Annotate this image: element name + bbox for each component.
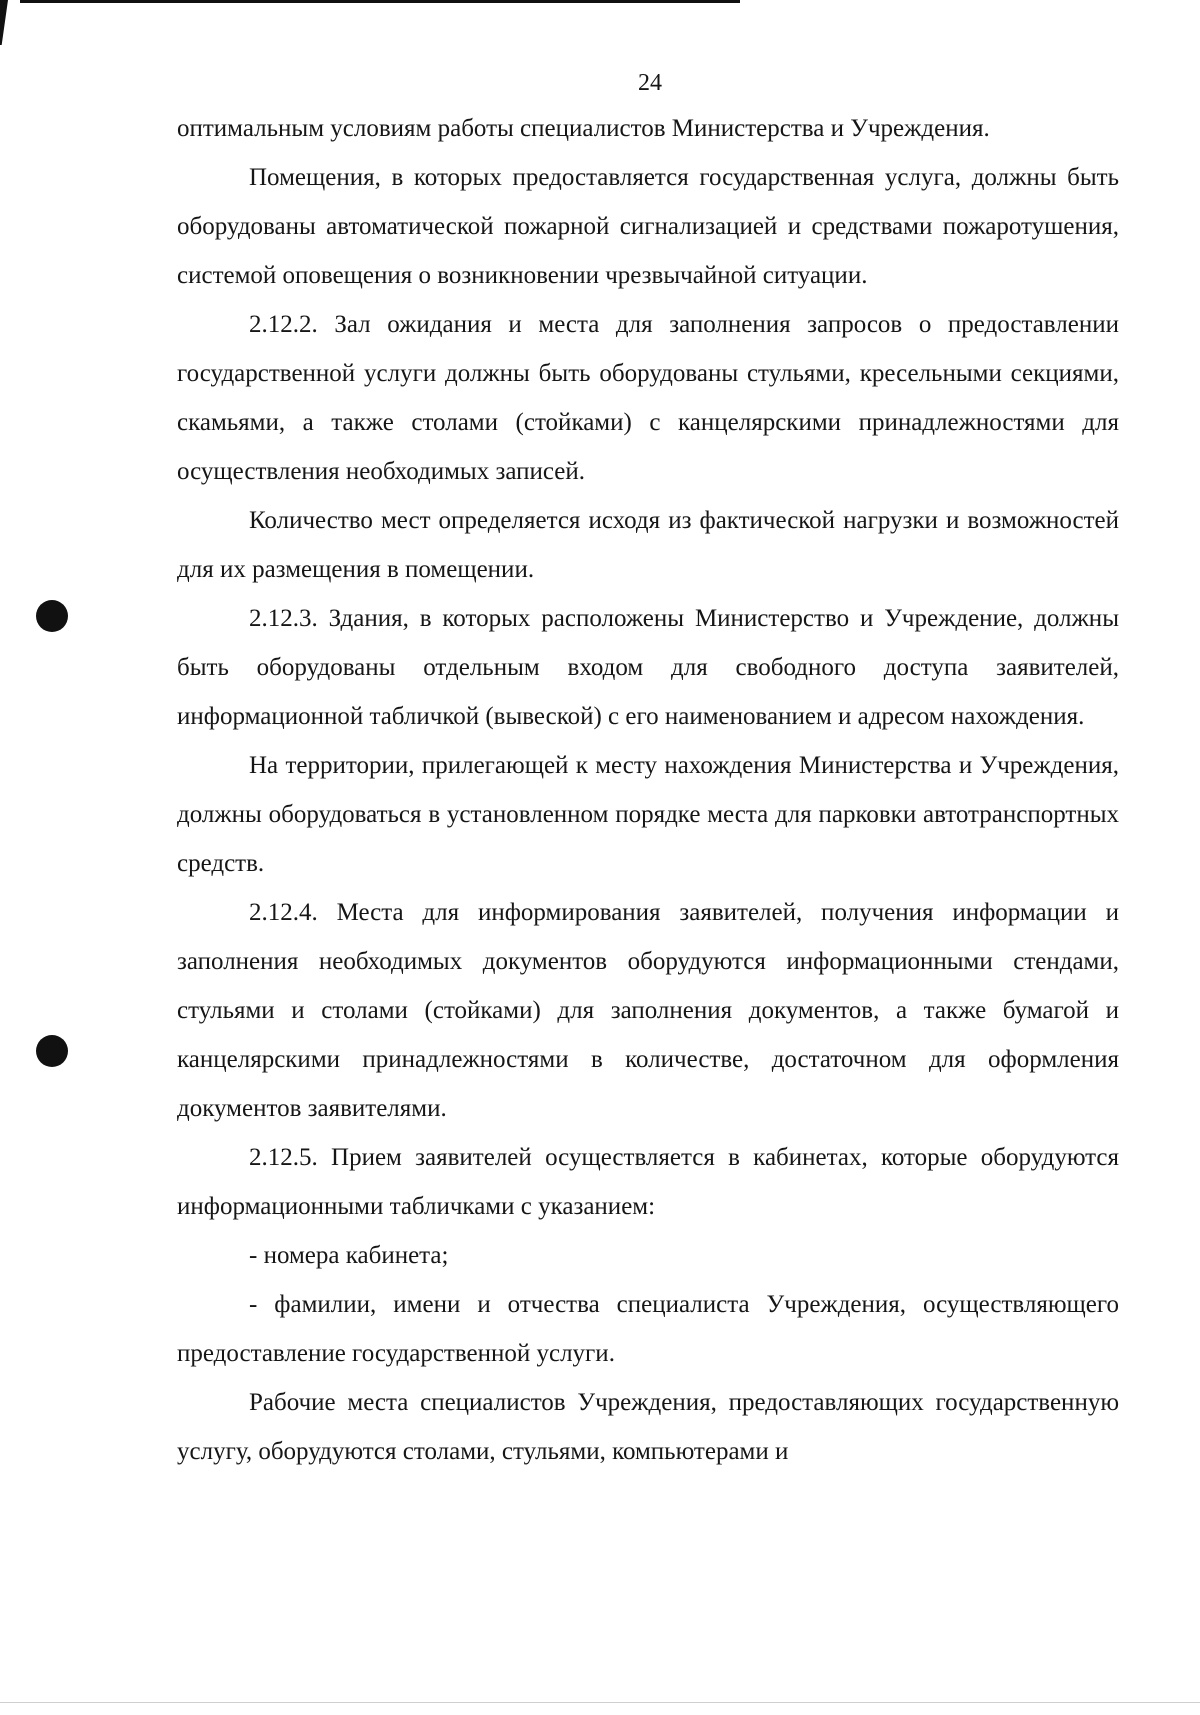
punch-hole xyxy=(36,600,68,632)
scan-edge-mark xyxy=(0,0,8,45)
paragraph: оптимальным условиям работы специалистов Министерства и Учреждения. xyxy=(177,115,990,142)
scan-bottom-border xyxy=(0,1702,1200,1703)
list-item: - фамилии, имени и отчества специалиста Учреждения, осуществляющего предоставление государственной услуги. xyxy=(177,1291,1119,1367)
punch-hole xyxy=(36,1035,68,1067)
paragraph: 2.12.4. Места для информирования заявителей, получения информации и заполнения необходимых документов оборудуются информационными стендами, стульями и столами (стойками) для заполнения документов, а также бумагой и канцелярскими принадлежностями в количестве, достаточном для оформления документов заявителями. xyxy=(177,899,1119,1122)
paragraph: На территории, прилегающей к месту нахождения Министерства и Учреждения, должны оборудоваться в установленном порядке места для парковки автотранспортных средств. xyxy=(177,752,1119,877)
list-item: - номера кабинета; xyxy=(249,1242,449,1269)
scan-top-border xyxy=(20,0,740,3)
document-body xyxy=(177,104,1119,1476)
paragraph: Рабочие места специалистов Учреждения, предоставляющих государственную услугу, оборудуются столами, стульями, компьютерами и xyxy=(177,1389,1119,1465)
paragraph: Помещения, в которых предоставляется государственная услуга, должны быть оборудованы автоматической пожарной сигнализацией и средствами пожаротушения, системой оповещения о возникновении чрезвычайной ситуации. xyxy=(177,164,1119,289)
paragraph: 2.12.2. Зал ожидания и места для заполнения запросов о предоставлении государственной услуги должны быть оборудованы стульями, кресельными секциями, скамьями, а также столами (стойками) с канцелярскими принадлежностями для осуществления необходимых записей. xyxy=(177,311,1119,485)
page-number: 24 xyxy=(638,70,662,96)
paragraph: 2.12.5. Прием заявителей осуществляется в кабинетах, которые оборудуются информационными табличками с указанием: xyxy=(177,1144,1119,1220)
paragraph: Количество мест определяется исходя из фактической нагрузки и возможностей для их размещения в помещении. xyxy=(177,507,1119,583)
paragraph: 2.12.3. Здания, в которых расположены Министерство и Учреждение, должны быть оборудованы отдельным входом для свободного доступа заявителей, информационной табличкой (вывеской) с его наименованием и адресом нахождения. xyxy=(177,605,1119,730)
